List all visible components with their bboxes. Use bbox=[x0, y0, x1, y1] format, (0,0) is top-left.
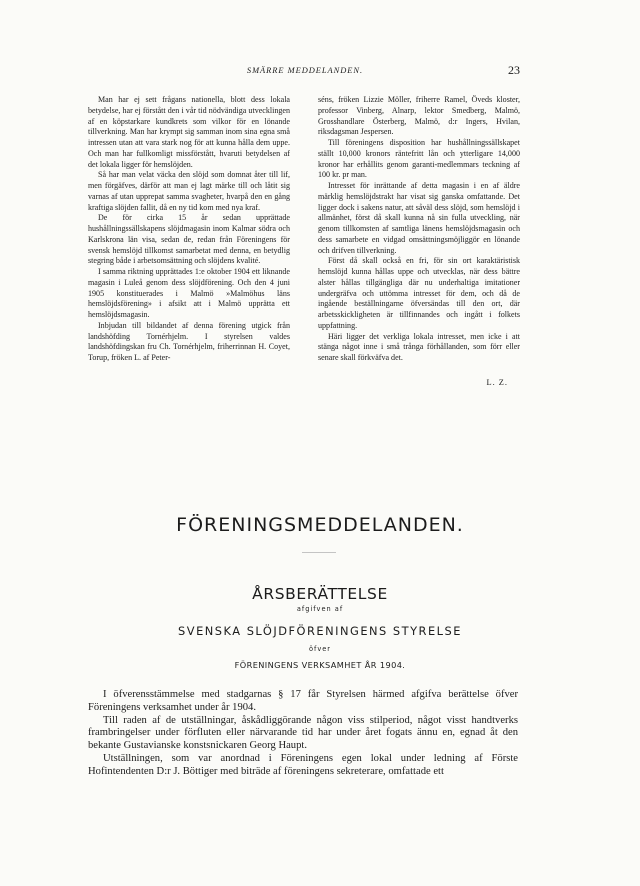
paragraph: I samma riktning upprättades 1:e oktober 1904 ett liknande magasin i Luleå genom dess slöjdförening. Och den 4 juni 1905 konstituerades i Malmö »Malmöhus läns hemslöjdsförening» i afsikt att i Malmö upprätta ett hemslöjdsmagasin. bbox=[88, 267, 290, 319]
paragraph: Utställningen, som var anordnad i Föreningens egen lokal under ledning af Förste Hofintendenten D:r J. Böttiger med biträde af föreningens sekreterare, omfattade ett bbox=[88, 752, 518, 777]
paragraph: Häri ligger det verkliga lokala intresset, men icke i att stänga något inne i små trånga förhållanden, som förr eller senare skall förkväfva det. bbox=[318, 331, 520, 362]
paragraph: Till föreningens disposition har hushållningssällskapet ställt 10,000 kronors räntefritt lån och ytterligare 14,000 kronor har erhållits genom garanti-medlemmars teckning af 100 kr. pr man. bbox=[318, 138, 520, 180]
report-subtitle: öfver bbox=[308, 645, 332, 653]
page-header bbox=[90, 63, 520, 82]
paragraph: séns, fröken Lizzie Möller, friherre Ramel, Öveds kloster, professor Vinberg, Alnarp, lektor Smedberg, Malmö, Grosshandlare Österberg, Malmö, d:r Ingers, Hvilan, riksdagsman Jespersen. bbox=[318, 95, 520, 137]
divider bbox=[302, 552, 336, 553]
paragraph: Så har man velat väcka den slöjd som domnat åter till lif, men förgäfves, därför att man ej lagt märke till och låtit sig varnas af utan upprepat samma svagheter, hvarpå den en gång kraftiga slöjden fallit, då en ny tid kom med nya kraf. bbox=[88, 170, 290, 212]
paragraph: Till raden af de utställningar, åskådliggörande någon viss stilperiod, något visst handtverks frambringelser under förfluten eller närvarande tid har under året fogats ännu en, egnad åt den bekante Gustavianske konstsnickaren Georg Haupt. bbox=[88, 714, 518, 752]
paragraph: Intresset för inrättande af detta magasin i en af äldre märklig hemslöjdstrakt har visat sig ganska omfattande. Det ligger dock i sakens natur, att såväl dess slöjd, som hemslöjd i allmänhet, först då skall kunna nå sin fulla utveckling, när genom tillkomsten af samtliga länens hemslöjdsmagasin och dess samarbete en vidgad omsättningsmöjliggör en lönande och drifven tillverkning. bbox=[318, 181, 520, 255]
paragraph: I öfverensstämmelse med stadgarnas § 17 får Styrelsen härmed afgifva berättelse öfver Föreningens verksamhet under år 1904. bbox=[88, 689, 518, 713]
right-column bbox=[318, 95, 520, 389]
paragraph: De för cirka 15 år sedan upprättade hushållningssällskapens slöjdmagasin inom Kalmar södra och Karlskrona län visa, sedan de, redan från Föreningens för svensk hemslöjd tillkomst samarbetat med denna, en betydlig stegring både i arbetsomsättning och slöjdens kvalité. bbox=[88, 213, 290, 266]
page-number: 23 bbox=[508, 63, 520, 77]
section-title: FÖRENINGSMEDDELANDEN. bbox=[176, 514, 464, 536]
report-body bbox=[88, 689, 518, 779]
left-column bbox=[88, 95, 290, 389]
paragraph: Först då skall också en fri, för sin ort karaktäristisk hemslöjd kunna hållas uppe och utvecklas, när dess bättre alster hållas tillgängliga där nu underhaltiga imitationer undergräfva och uttömma intresset för dem, och då de ingående beställningarne öfversändas till den ort, där arbetsskickligheten är tillfinnandes och ingått i folkets uppfattning. bbox=[318, 256, 520, 330]
paragraph: Man har ej sett frågans nationella, blott dess lokala betydelse, har ej förstått den i vår tid nödvändiga utvecklingen af en köpstarkare kundkrets som vilkor för en lönande tillverkning. Man har krympt sig samman inom sina egna små intressen utan att vara stark nog för att kunna hålla dem uppe. Och man har fullkomligt missförstått, hvaruti betydelsen af det lokala ligger för hemslöjden. bbox=[88, 95, 290, 169]
report-subtitle: afgifven af bbox=[296, 605, 344, 613]
report-organization: SVENSKA SLÖJDFÖRENINGENS STYRELSE bbox=[178, 624, 462, 638]
two-column-article bbox=[88, 95, 520, 389]
author-signature: L. Z. bbox=[486, 377, 508, 387]
report-subject: FÖRENINGENS VERKSAMHET ÅR 1904. bbox=[234, 660, 406, 670]
running-head: SMÄRRE MEDDELANDEN. bbox=[246, 66, 364, 75]
report-title: ÅRSBERÄTTELSE bbox=[252, 585, 388, 603]
paragraph: Inbjudan till bildandet af denna förening utgick från landshöfding Tornérhjelm. I styrelsen valdes landshöfdingskan fru Ch. Tornérhjelm, friherrinnan H. Coyet, Torup, fröken L. af Peter- bbox=[88, 320, 290, 362]
